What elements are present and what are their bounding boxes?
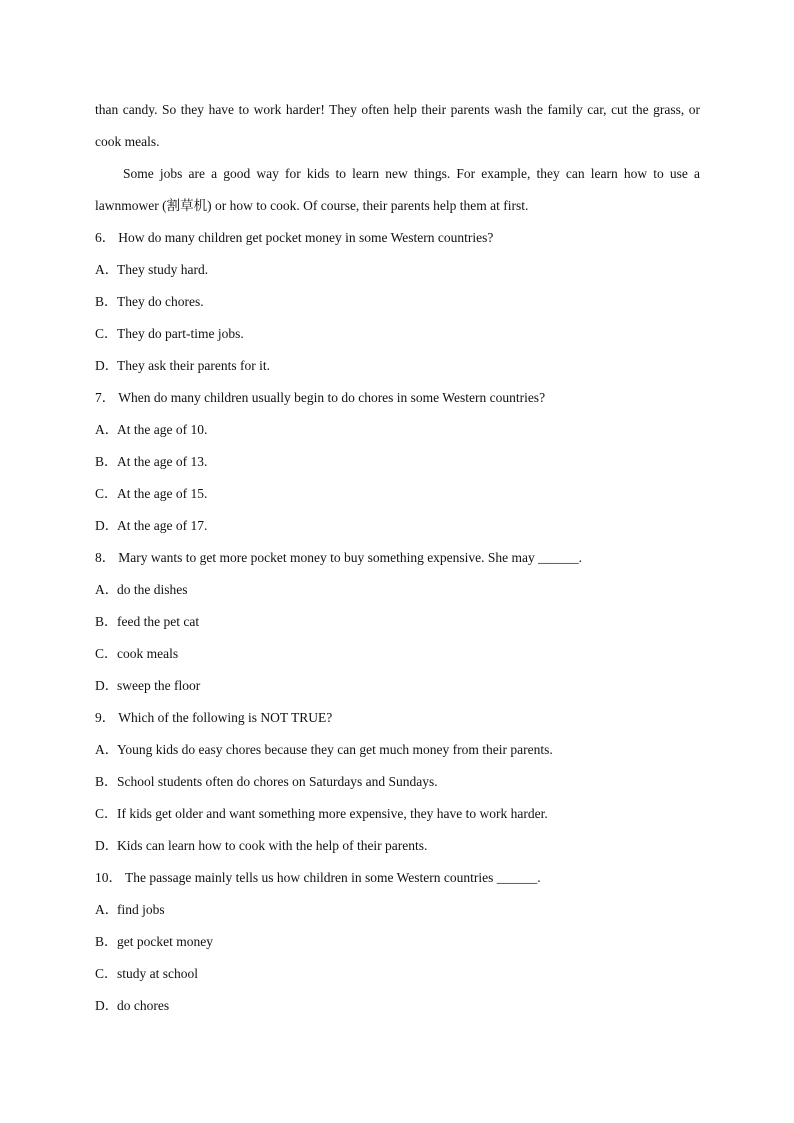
question-stem	[95, 546, 700, 578]
question-number: 9．	[95, 710, 116, 725]
option-text: They ask their parents for it.	[117, 358, 270, 373]
option-c	[95, 962, 700, 994]
question-text: The passage mainly tells us how children in some Western countries ______.	[125, 870, 541, 885]
question-number: 6．	[95, 230, 116, 245]
option-text: feed the pet cat	[117, 614, 200, 629]
question-stem	[95, 706, 700, 738]
passage	[95, 98, 700, 226]
question-8	[95, 546, 700, 706]
option-text: cook meals	[117, 646, 179, 661]
option-c	[95, 802, 700, 834]
option-letter: B．	[95, 934, 118, 949]
question-6	[95, 226, 700, 386]
option-text: At the age of 10.	[117, 422, 208, 437]
option-letter: C．	[95, 486, 118, 501]
question-text: When do many children usually begin to do chores in some Western countries?	[118, 390, 546, 405]
option-d	[95, 354, 700, 386]
question-9	[95, 706, 700, 866]
option-d	[95, 994, 700, 1026]
option-b	[95, 930, 700, 962]
option-letter: D．	[95, 998, 119, 1013]
option-text: At the age of 15.	[117, 486, 208, 501]
passage-line: Some jobs are a good way for kids to learn new things. For example, they can learn how to use a	[123, 166, 700, 181]
option-letter: D．	[95, 678, 119, 693]
option-c	[95, 322, 700, 354]
option-text: If kids get older and want something more expensive, they have to work harder.	[117, 806, 548, 821]
option-letter: A．	[95, 742, 119, 757]
option-letter: C．	[95, 806, 118, 821]
option-b	[95, 610, 700, 642]
option-b	[95, 770, 700, 802]
option-d	[95, 834, 700, 866]
document-page	[95, 98, 700, 1026]
question-text: How do many children get pocket money in some Western countries?	[118, 230, 494, 245]
option-d	[95, 674, 700, 706]
option-text: At the age of 17.	[117, 518, 208, 533]
option-c	[95, 482, 700, 514]
option-text: find jobs	[117, 902, 165, 917]
option-letter: A．	[95, 422, 119, 437]
question-number: 8．	[95, 550, 116, 565]
passage-line: cook meals.	[95, 134, 160, 149]
option-d	[95, 514, 700, 546]
option-text: do chores	[117, 998, 170, 1013]
option-letter: D．	[95, 838, 119, 853]
question-stem	[95, 866, 700, 898]
option-a	[95, 258, 700, 290]
option-letter: B．	[95, 774, 118, 789]
option-text: Kids can learn how to cook with the help of their parents.	[117, 838, 428, 853]
option-letter: D．	[95, 358, 119, 373]
question-number: 10．	[95, 870, 122, 885]
option-a	[95, 738, 700, 770]
option-letter: B．	[95, 294, 118, 309]
option-b	[95, 290, 700, 322]
option-text: sweep the floor	[117, 678, 201, 693]
option-text: They do part-time jobs.	[117, 326, 244, 341]
option-text: get pocket money	[117, 934, 213, 949]
option-text: School students often do chores on Saturdays and Sundays.	[117, 774, 438, 789]
option-letter: A．	[95, 582, 119, 597]
option-letter: B．	[95, 454, 118, 469]
question-text: Mary wants to get more pocket money to buy something expensive. She may ______.	[118, 550, 583, 565]
option-letter: B．	[95, 614, 118, 629]
option-letter: D．	[95, 518, 119, 533]
question-10	[95, 866, 700, 1026]
option-letter: A．	[95, 262, 119, 277]
option-a	[95, 898, 700, 930]
passage-line: lawnmower (割草机) or how to cook. Of course, their parents help them at first.	[95, 198, 529, 213]
option-a	[95, 418, 700, 450]
question-number: 7．	[95, 390, 116, 405]
question-text: Which of the following is NOT TRUE?	[118, 710, 333, 725]
option-letter: C．	[95, 966, 118, 981]
option-text: At the age of 13.	[117, 454, 208, 469]
option-letter: C．	[95, 326, 118, 341]
question-7	[95, 386, 700, 546]
option-text: They do chores.	[117, 294, 204, 309]
option-text: do the dishes	[117, 582, 188, 597]
option-letter: A．	[95, 902, 119, 917]
option-b	[95, 450, 700, 482]
question-stem	[95, 386, 700, 418]
option-text: Young kids do easy chores because they can get much money from their parents.	[117, 742, 553, 757]
question-stem	[95, 226, 700, 258]
passage-line: than candy. So they have to work harder! They often help their parents wash the family car, cut the grass, or	[95, 102, 700, 117]
option-letter: C．	[95, 646, 118, 661]
option-text: They study hard.	[117, 262, 209, 277]
option-c	[95, 642, 700, 674]
option-a	[95, 578, 700, 610]
option-text: study at school	[117, 966, 198, 981]
